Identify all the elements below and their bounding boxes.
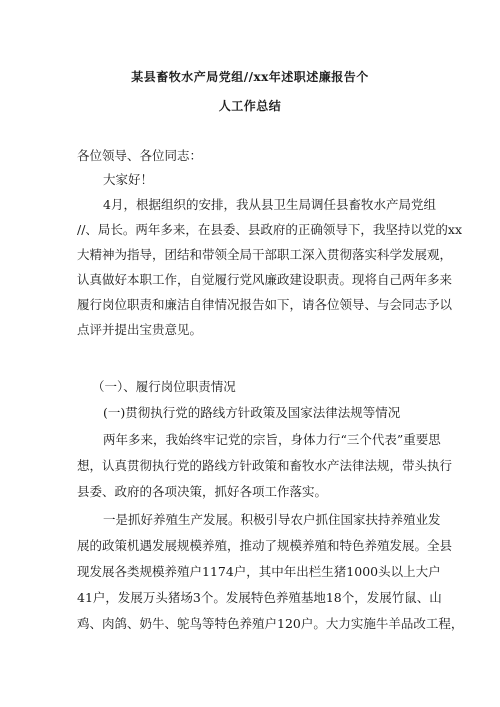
greeting: 大家好！	[103, 172, 154, 187]
subsection-heading: (一)贯彻执行党的路线方针政策及国家法律法规等情况	[103, 405, 401, 420]
intro-line: //、局长。两年多来，在县委、县政府的正确领导下，我坚持以党的xx	[77, 222, 463, 237]
paragraph-line: 现发展各类规模养殖户1174户，其中年出栏生猪1000头以上大户	[77, 564, 441, 579]
paragraph-line: 想，认真贯彻执行党的路线方针政策和畜牧水产法律法规，带头执行	[77, 458, 453, 473]
intro-line: 履行岗位职责和廉洁自律情况报告如下，请各位领导、与会同志予以	[77, 297, 453, 312]
paragraph-line: 41户，发展万头猪场3个。发展特色养殖基地18个，发展竹鼠、山	[77, 590, 442, 605]
intro-line: 认真做好本职工作，自觉履行党风廉政建设职责。现将自己两年多来	[77, 272, 453, 287]
paragraph-line: 鸡、肉鸽、奶牛、鸵鸟等特色养殖户120户。大力实施牛羊品改工程，	[77, 616, 464, 631]
document-title-line-2: 人工作总结	[218, 99, 282, 113]
intro-line: 4月，根据组织的安排，我从县卫生局调任县畜牧水产局党组	[103, 197, 436, 212]
section-heading: （一）、履行岗位职责情况	[92, 379, 236, 394]
document-title-line-1: 某县畜牧水产局党组//xx年述职述廉报告个	[131, 70, 369, 84]
intro-line: 大精神为指导，团结和带领全局干部职工深入贯彻落实科学发展观，	[77, 247, 453, 262]
paragraph-line: 展的政策机遇发展规模养殖，推动了规模养殖和特色养殖发展。全县	[77, 538, 453, 553]
paragraph-line: 一是抓好养殖生产发展。积极引导农户抓住国家扶持养殖业发	[103, 512, 441, 527]
paragraph-line: 县委、政府的各项决策，抓好各项工作落实。	[77, 484, 328, 499]
salutation: 各位领导、各位同志：	[77, 148, 203, 163]
intro-line: 点评并提出宝贵意见。	[77, 322, 203, 337]
paragraph-line: 两年多来，我始终牢记党的宗旨，身体力行“三个代表”重要思	[103, 432, 441, 447]
